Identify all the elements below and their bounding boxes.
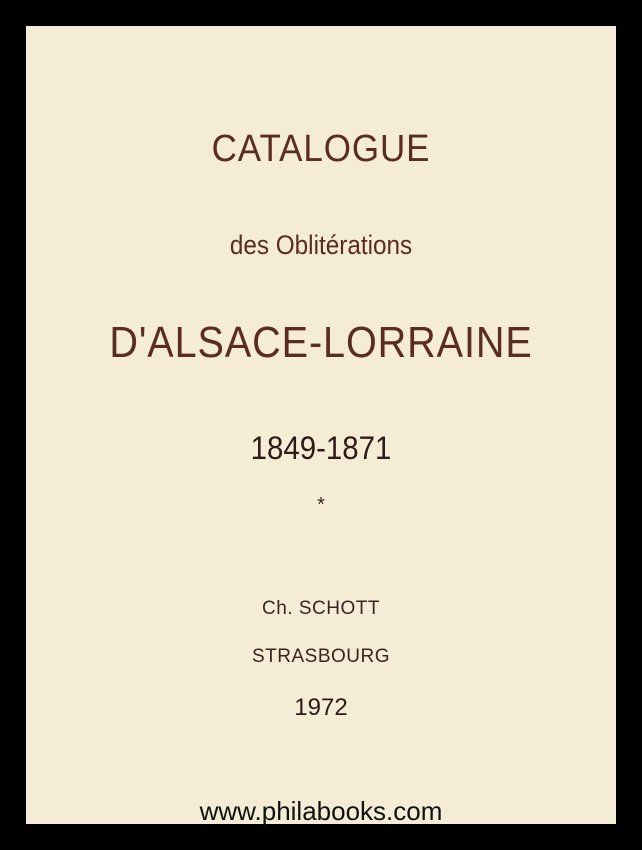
star-ornament-icon: * bbox=[317, 494, 325, 516]
cover-subtitle: des Oblitérations bbox=[229, 230, 413, 260]
cover-city: STRASBOURG bbox=[251, 646, 391, 667]
book-cover bbox=[26, 26, 616, 824]
watermark-url: www.philabooks.com bbox=[199, 796, 443, 826]
cover-years: 1849-1871 bbox=[250, 430, 392, 466]
cover-region: D'ALSACE-LORRAINE bbox=[109, 318, 533, 367]
cover-title: CATALOGUE bbox=[211, 128, 431, 170]
cover-publication-year: 1972 bbox=[294, 694, 348, 721]
cover-author: Ch. SCHOTT bbox=[262, 598, 380, 619]
